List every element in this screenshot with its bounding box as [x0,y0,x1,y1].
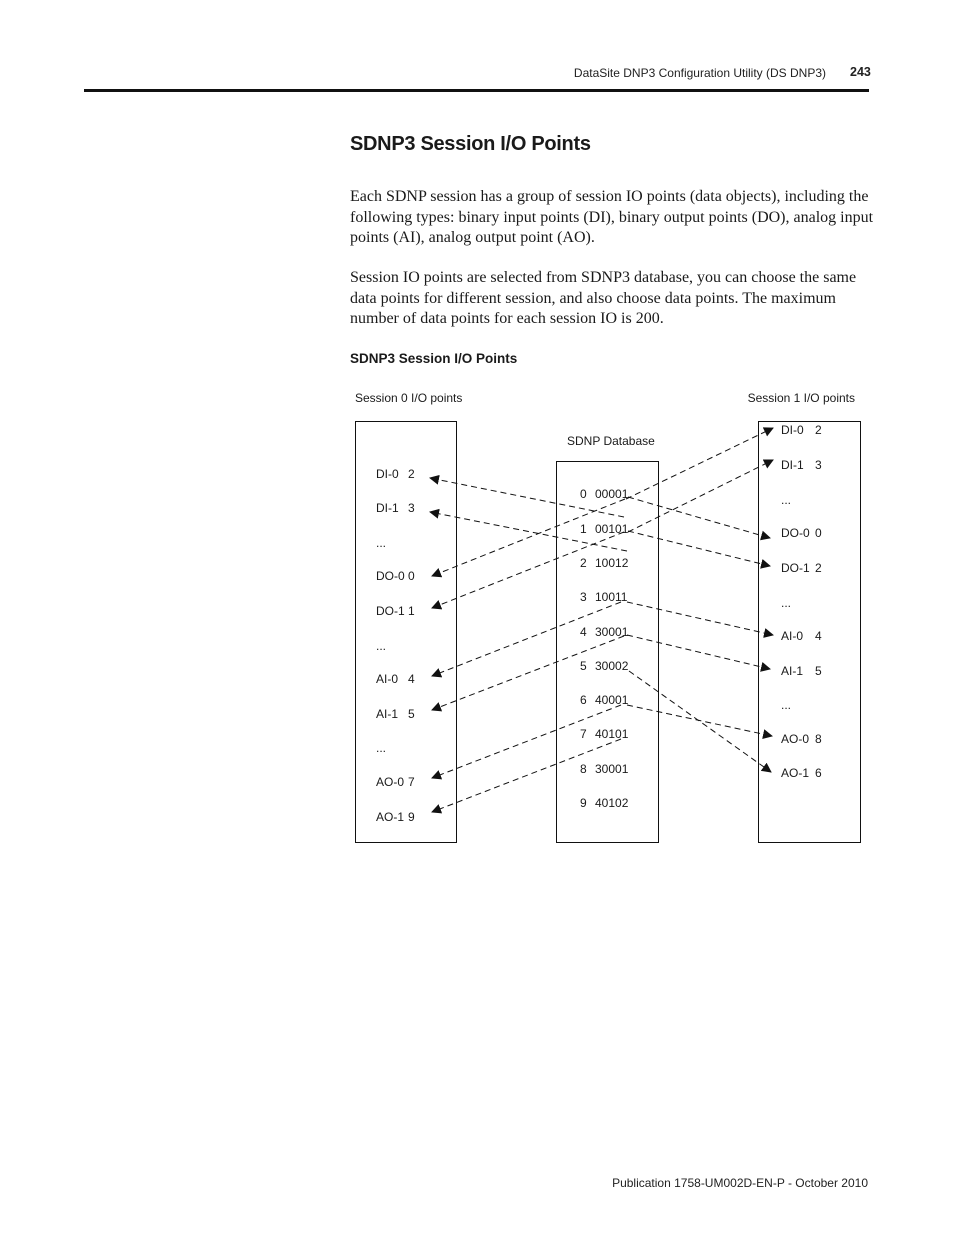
database-box [557,462,659,843]
session0-item-name: ... [376,536,387,550]
database-item-index: 6 [580,693,587,707]
mapping-arrow [432,602,621,676]
session0-item-index: 3 [408,501,415,515]
session0-item-index: 5 [408,707,415,721]
publication-footer: Publication 1758-UM002D-EN-P - October 2010 [612,1176,868,1190]
database-item-address: 30001 [595,625,629,639]
session0-box [356,422,457,843]
mapping-arrow [432,739,621,812]
running-header: DataSite DNP3 Configuration Utility (DS DNP3) [573,66,826,80]
mapping-arrow [432,705,621,778]
database-item-index: 2 [580,556,587,570]
session1-item-index: 2 [815,423,822,437]
session0-item-name: DO-1 [376,604,405,618]
session0-item-index: 0 [408,569,415,583]
session0-item-name: AO-0 [376,775,405,789]
session0-item-index: 2 [408,467,415,481]
session0-item-index: 1 [408,604,415,618]
database-item-address: 10012 [595,556,629,570]
database-item-index: 1 [580,522,587,536]
session0-item-index: 9 [408,810,415,824]
page-number: 243 [850,65,871,79]
database-item-index: 4 [580,625,587,639]
session0-item-index: 7 [408,775,415,789]
paragraph-1: Each SDNP session has a group of session IO points (data objects), including the following types: binary input points (DI), binary output points (DO), analog input points (AI), analog output point (AO). [350,188,874,246]
database-item-address: 40102 [595,796,629,810]
database-item-index: 8 [580,762,587,776]
session0-item-index: 4 [408,672,415,686]
database-item-address: 00101 [595,522,629,536]
mapping-arrow [627,602,773,635]
session0-item-name: ... [376,639,387,653]
session0-label: Session 0 I/O points [355,391,463,405]
session1-item-index: 6 [815,766,822,780]
session0-item-name: AO-1 [376,810,405,824]
database-item-address: 40101 [595,727,629,741]
database-item-index: 0 [580,487,587,501]
database-item-address: 10011 [595,590,628,604]
session1-item-name: ... [781,493,792,507]
session1-item-index: 5 [815,664,822,678]
session0-item-name: AI-1 [376,707,399,721]
session1-item-name: AI-0 [781,629,804,643]
session0-item-name: AI-0 [376,672,399,686]
session1-item-name: DI-1 [781,458,804,472]
session1-item-index: 0 [815,526,822,540]
session1-item-name: ... [781,698,792,712]
mapping-arrow [628,531,770,566]
database-item-index: 7 [580,727,587,741]
session1-item-name: DO-0 [781,526,810,540]
database-label: SDNP Database [567,434,655,448]
session1-item-index: 8 [815,732,822,746]
session1-item-name: DI-0 [781,423,804,437]
section-title: SDNP3 Session I/O Points [350,133,591,155]
session1-item-index: 4 [815,629,822,643]
figure-caption: SDNP3 Session I/O Points [350,351,518,366]
database-item-index: 9 [580,796,587,810]
mapping-arrow [627,635,770,669]
session1-label: Session 1 I/O points [747,391,855,405]
session1-item-name: AO-0 [781,732,810,746]
database-item-address: 30002 [595,659,629,673]
session1-item-name: ... [781,596,792,610]
database-item-index: 3 [580,590,587,604]
session0-item-name: DI-1 [376,501,399,515]
mapping-arrow [629,671,771,772]
session0-item-name: ... [376,741,387,755]
session1-item-index: 2 [815,561,822,575]
database-item-index: 5 [580,659,587,673]
session0-item-name: DI-0 [376,467,399,481]
session0-item-name: DO-0 [376,569,405,583]
mapping-arrow [628,460,773,532]
session1-item-name: DO-1 [781,561,810,575]
session1-item-name: AO-1 [781,766,810,780]
paragraph-2: Session IO points are selected from SDNP3 database, you can choose the same data points for different session, and also choose data points. The maximum number of data points for each session IO is 200. [350,269,857,327]
session1-box [759,422,861,843]
database-item-address: 40001 [595,693,629,707]
session1-item-name: AI-1 [781,664,804,678]
session1-item-index: 3 [815,458,822,472]
database-item-address: 30001 [595,762,629,776]
mapping-arrow [627,705,772,736]
mapping-arrow [628,497,770,538]
database-item-address: 00001 [595,487,629,501]
